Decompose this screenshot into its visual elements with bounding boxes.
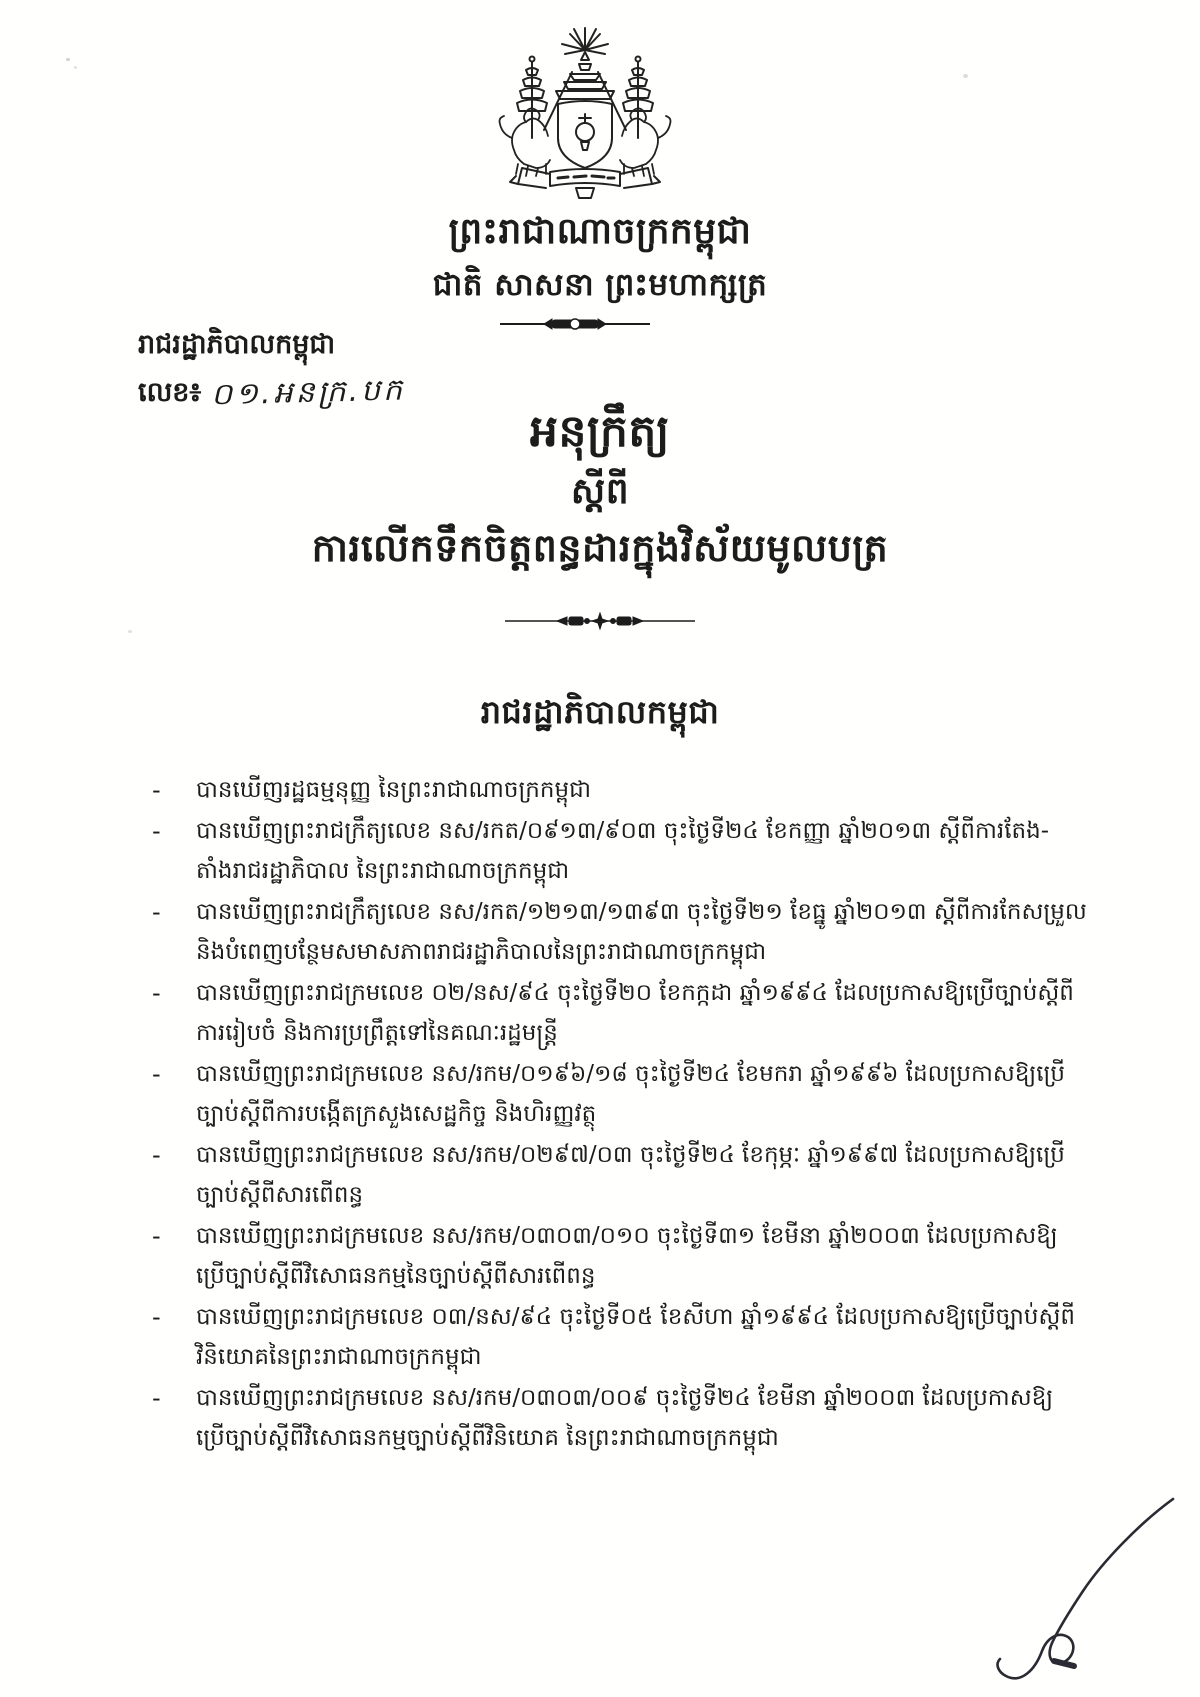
document-number-label: លេខ៖ (138, 377, 202, 408)
motto-divider-icon (500, 316, 650, 332)
list-item-text: បានឃើញរដ្ឋធម្មនុញ្ញ នៃព្រះរាជាណាចក្រកម្ពុជា (196, 777, 591, 803)
list-item-text: បានឃើញព្រះរាជក្រមលេខ ០៣/នស/៩៤ ចុះថ្ងៃទី០៥ ខែសីហា ឆ្នាំ១៩៩៤ ដែលប្រកាសឱ្យប្រើច្បាប់ស្តីពី (196, 1303, 1075, 1330)
list-item-text: បានឃើញព្រះរាជក្រឹត្យលេខ នស/រកត/១២១៣/១៣៩៣ ចុះថ្ងៃទី២១ ខែធ្នូ ឆ្នាំ២០១៣ ស្តីពីការកែសម្រួល (196, 898, 1087, 925)
right-parasol (623, 57, 653, 139)
list-item (152, 973, 1074, 1054)
dash-bullet: - (152, 1383, 161, 1412)
list-item (152, 1135, 1068, 1216)
document-type-title: អនុក្រឹត្យ (530, 406, 670, 457)
preamble-list (152, 770, 1087, 1459)
royal-arms-emblem (492, 26, 678, 212)
list-item-text: បានឃើញព្រះរាជក្រមលេខ នស/រកម/០២៩៧/០៣ ចុះថ្ងៃទី២៤ ខែកុម្ភៈ ឆ្នាំ១៩៩៧ ដែលប្រកាសឱ្យប្រើ (196, 1141, 1065, 1168)
list-item (152, 811, 1068, 892)
national-motto: ជាតិ សាសនា ព្រះមហាក្សត្រ (432, 267, 768, 303)
list-item-text: បានឃើញព្រះរាជក្រមលេខ នស/រកម/០៣០៣/០១០ ចុះថ្ងៃទី៣១ ខែមីនា ឆ្នាំ២០០៣ ដែលប្រកាសឱ្យ (196, 1222, 1058, 1249)
dash-bullet: - (152, 897, 161, 926)
list-item-text: ប្រើច្បាប់ស្តីពីវិសោធនកម្មនៃច្បាប់ស្តីពីសារពើពន្ធ (196, 1263, 596, 1289)
list-item-text: បានឃើញព្រះរាជក្រឹត្យលេខ នស/រកត/០៩១៣/៩០៣ ចុះថ្ងៃទី២៤ ខែកញ្ញា ឆ្នាំ២០១៣ ស្តីពីការតែង- (196, 817, 1049, 844)
scan-speck (66, 58, 70, 61)
list-item-text: ច្បាប់ស្តីពីការបង្កើតក្រសួងសេដ្ឋកិច្ច និងហិរញ្ញវត្ថុ (196, 1101, 597, 1127)
list-item-text: វិនិយោគនៃព្រះរាជាណាចក្រកម្ពុជា (196, 1344, 482, 1370)
list-item-text: តាំងរាជរដ្ឋាភិបាល នៃព្រះរាជាណាចក្រកម្ពុជា (196, 858, 570, 884)
dash-bullet: - (152, 1140, 161, 1169)
title-on-word: ស្តីពី (570, 471, 630, 512)
document-number-handwritten: ០១.អនក្រ.បក (210, 372, 406, 413)
right-lion-supporter (620, 108, 671, 176)
body-heading-government: រាជរដ្ឋាភិបាលកម្ពុជា (480, 693, 720, 731)
list-item-text: បានឃើញព្រះរាជក្រមលេខ នស/រកម/០១៩៦/១៨ ចុះថ្ងៃទី២៤ ខែមករា ឆ្នាំ១៩៩៦ ដែលប្រកាសឱ្យប្រើ (196, 1060, 1065, 1087)
dash-bullet: - (152, 1302, 161, 1331)
list-item-text: បានឃើញព្រះរាជក្រមលេខ នស/រកម/០៣០៣/០០៩ ចុះថ្ងៃទី២៤ ខែមីនា ឆ្នាំ២០០៣ ដែលប្រកាសឱ្យ (196, 1384, 1054, 1411)
left-lion-supporter (500, 108, 551, 176)
title-divider-icon (505, 612, 695, 630)
list-item-text: ច្បាប់ស្តីពីសារពើពន្ធ (196, 1182, 364, 1208)
dash-bullet: - (152, 1059, 161, 1088)
list-item (152, 1378, 1068, 1459)
document-subject-title: ការលើកទឹកចិត្តពន្ធដារក្នុងវិស័យមូលបត្រ (311, 526, 889, 570)
list-item-text: និងបំពេញបន្ថែមសមាសភាពរាជរដ្ឋាភិបាលនៃព្រះរាជាណាចក្រកម្ពុជា (196, 939, 767, 965)
dash-bullet: - (152, 1221, 161, 1250)
ribbon-banner (510, 168, 660, 198)
list-item (152, 1216, 1068, 1297)
scan-speck (963, 74, 968, 78)
list-item-text: ប្រើច្បាប់ស្តីពីវិសោធនកម្មច្បាប់ស្តីពីវិនិយោគ នៃព្រះរាជាណាចក្រកម្ពុជា (196, 1425, 779, 1451)
scan-speck (128, 630, 132, 633)
signature (935, 1485, 1200, 1690)
list-item (152, 892, 1087, 973)
list-item (152, 1054, 1068, 1135)
dash-bullet: - (152, 776, 161, 804)
list-item (152, 770, 1068, 811)
kingdom-name: ព្រះរាជាណាចក្រកម្ពុជា (448, 211, 752, 252)
left-parasol (517, 57, 547, 139)
list-item-text: បានឃើញព្រះរាជក្រមលេខ ០២/នស/៩៤ ចុះថ្ងៃទី២០ ខែកក្កដា ឆ្នាំ១៩៩៤ ដែលប្រកាសឱ្យប្រើច្បាប់ស្តីពី (196, 979, 1074, 1006)
list-item-text: ការរៀបចំ និងការប្រព្រឹត្តទៅនៃគណៈរដ្ឋមន្ត្រី (196, 1020, 558, 1046)
issuing-authority: រាជរដ្ឋាភិបាលកម្ពុជា (138, 329, 336, 360)
dash-bullet: - (152, 978, 161, 1007)
scan-speck (74, 66, 77, 69)
list-item (152, 1297, 1075, 1378)
dash-bullet: - (152, 816, 161, 845)
sunburst (562, 28, 608, 54)
